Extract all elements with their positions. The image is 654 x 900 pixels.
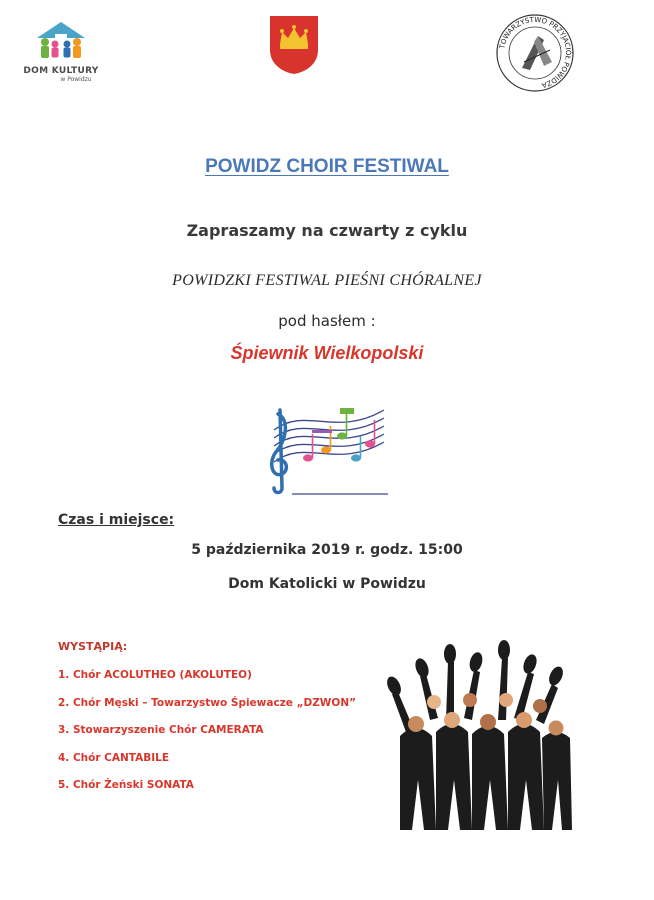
list-item: 1. Chór ACOLUTHEO (AKOLUTEO) [58,669,252,681]
list-item: 3. Stowarzyszenie Chór CAMERATA [58,724,264,736]
motto: Śpiewnik Wielkopolski [230,343,424,363]
house-people-icon [33,20,89,60]
performers-heading: WYSTĄPIĄ: [58,640,128,653]
dom-kultury-sub: w Powidzu [60,76,92,83]
performers-list [58,668,356,806]
list-item: 2. Chór Męski – Towarzystwo Śpiewacze „DZWON” [58,696,357,709]
society-stamp-icon [494,12,576,94]
motto-label: pod hasłem : [278,312,376,330]
choir-singers-icon [380,640,580,835]
time-place-label: Czas i miejsce: [58,512,175,528]
crown-shield-icon [268,14,320,76]
society-name: TOWARZYSTWO PRZYJACIÓŁ POWIDZA [498,15,573,90]
event-date: 5 października 2019 r. godz. 15:00 [191,542,463,558]
festival-full-name: POWIDZKI FESTIWAL PIEŚNI CHÓRALNEJ [172,272,482,289]
festival-title: POWIDZ CHOIR FESTIWAL [205,156,449,177]
music-staff-icon [256,400,392,498]
dom-kultury-logo [20,20,102,90]
list-item: 4. Chór CANTABILE [58,751,170,764]
coat-of-arms-logo [268,14,320,76]
dom-kultury-name: DOM KULTURY [23,66,99,76]
invitation-text: Zapraszamy na czwarty z cyklu [186,221,468,240]
list-item: 5. Chór Żeński SONATA [58,779,194,791]
music-notes-graphic [256,400,392,498]
event-place: Dom Katolicki w Powidzu [228,576,426,592]
society-logo [494,12,576,94]
choir-silhouette-graphic [380,640,580,835]
